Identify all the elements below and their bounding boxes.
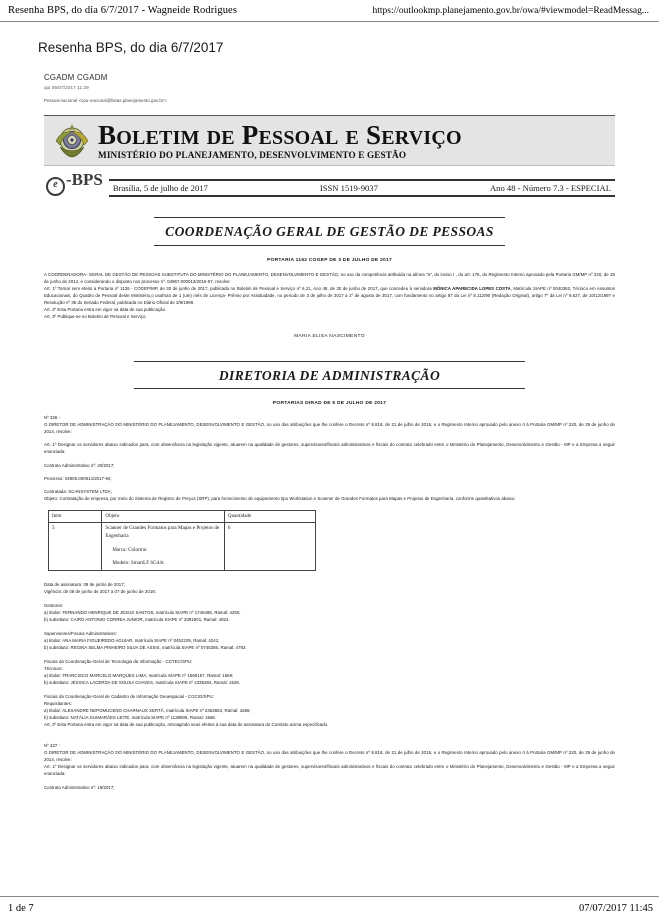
portaria-327-preambulo: O DIRETOR DE ADMINISTRAÇÃO DO MINISTÉRIO DO PLANEJAMENTO, DESENVOLVIMENTO E GESTÃO, no uso das atribuições que lhe confere o Decreto nº 8.818, de 21 de julho de 2016, e o Regimento Interno aprovado pelo anexo II à Portaria GM/MP nº 220, de 25 de junho de 2014, resolve: bbox=[44, 750, 615, 763]
cggp-art2: Art. 2º Esta Portaria entra em vigor na data de sua publicação. bbox=[44, 306, 167, 312]
gestores-substituto: b) substituto: CAIRO ANTONIO CORREA JUNIOR, matrícula SIAPE nº 2091901, Ramal: 4824. bbox=[44, 616, 230, 622]
mail-sender-name: CGADM CGADM bbox=[44, 73, 108, 82]
supervisores-heading: Supervisores/Fiscais Administrativos: bbox=[44, 630, 117, 636]
mail-sender-block bbox=[38, 73, 659, 103]
cell-objeto-desc: Scanner de Grandes Formatos para Mapas e Projetos de Engenharia bbox=[105, 525, 220, 539]
fiscais-cgtec-substituto: b) substituto: JÉSSICA LACERDA DE SOUSA CHAVES, matrícula SIAPE nº 2335284, Ramal: 1529. bbox=[44, 680, 241, 686]
cggp-paragraph-1: A COORDENADORA- GERAL DE GESTÃO DE PESSOAS SUBSTITUTA DO MINISTÉRIO DO PLANEJAMENTO, DESENVOLVIMENTO E GESTÃO, no uso da competência atribuída na alínea "a", do inciso I , do art. 176, do Regimento Interno aprovado pela Portaria GM/MP nº 220, de 25 de junho de 2014, e considerando o disposto nos processo nº. 04967.000013/2016-97, resolve: bbox=[44, 271, 615, 284]
supervisores-substituto: b) substituto: REGINA SELMA PINHEIRO SILVA DE ASSIS, matrícula SIAPE nº 0745365, Ramal: 4792. bbox=[44, 645, 247, 651]
cggp-art3: Art. 3º Publique-se no Boletim de Pessoal e Serviço. bbox=[44, 313, 147, 319]
portaria-326-art2: Art. 2º Esta Portaria entra em vigor na data de sua publicação, retroagindo seus efeitos à sua data de assinatura do Contrato acima especificado. bbox=[44, 722, 329, 728]
portaria-327-block bbox=[44, 742, 615, 790]
masthead-title-e: E bbox=[345, 126, 360, 149]
mail-header bbox=[0, 22, 659, 103]
document-content bbox=[44, 197, 615, 791]
cggp-art1-post: , Matrícula SIAPE nº 0040362, Técnico em Assuntos Educacionais, do Quadro de Pessoal deste Ministério,o usufruto de 1 (um) mês de Licença- Prêmio por Assiduidade, no período de 3 de julho de 2017 a 1º de agosto de 2017, com fundamento no artigo 87 da Lei nº 8.112/90 (Redação Original), artigo 7º da Lei nº 9.527, de 10/12/1997 e Resolução nº 35 do Senado Federal, publicada no Diário Oficial de 3/9/1999. bbox=[44, 285, 615, 305]
cell-objeto bbox=[102, 523, 225, 571]
brasao-icon bbox=[52, 121, 92, 161]
fiscais-cgtec-heading: Fiscais da Coordenação-Geral de Tecnologia da Informação - CGTEC/SPU: bbox=[44, 659, 193, 665]
table-row bbox=[49, 523, 316, 571]
masthead-title-oletim: OLETIM bbox=[116, 126, 200, 149]
issue-number: Ano 48 - Número 7.3 - ESPECIAL bbox=[489, 183, 611, 193]
portaria-327-numero: Nº 327 - bbox=[44, 743, 61, 749]
portaria-326-details bbox=[44, 581, 615, 729]
gestores-heading: Gestores: bbox=[44, 602, 64, 608]
fiscais-cgtec-sub: Técnicos: bbox=[44, 666, 63, 672]
portaria-326-data-assinatura: Data de assinatura: 08 de junho de 2017; bbox=[44, 581, 125, 587]
cggp-art1-pre: Art. 1º Tornar sem efeito a Portaria nº 1126 - COGEP/MP, de 30 de junho de 2017, publicada no Boletim de Pessoal e Serviço nº 6.21, Ano 48, de 30 de junho de 2017, que concedeu à servidora bbox=[44, 285, 434, 291]
masthead-title-p: P bbox=[241, 119, 259, 150]
cggp-signature: MARIA ELISA NASCIMENTO bbox=[294, 333, 365, 339]
fiscais-cgcig-substituto: b) substituto: NATÁLIA GUIMARÃES LEITE, matrícula SIAPE nº 1138806, Ramal: 1566. bbox=[44, 715, 217, 721]
masthead-subtitle: MINISTÉRIO DO PLANEJAMENTO, DESENVOLVIMENTO E GESTÃO bbox=[98, 150, 407, 161]
page-number: 1 de 7 bbox=[8, 903, 34, 914]
portaria-326-preambulo: O DIRETOR DE ADMINISTRAÇÃO DO MINISTÉRIO DO PLANEJAMENTO, DESENVOLVIMENTO E GESTÃO, no uso das atribuições que lhe confere o Decreto nº 8.818, de 21 de julho de 2016, e o Regimento Interno aprovado pelo anexo II à Portaria GM/MP nº 220, de 25 de junho de 2014, resolve: bbox=[44, 422, 615, 435]
gestores-titular: a) titular: FERNANDO HENRIQUE DE JESUS SANTOS, matrícula SIAPE nº 1745486, Ramal: 4250; bbox=[44, 609, 241, 615]
gestores-block bbox=[44, 602, 615, 623]
print-header bbox=[0, 0, 659, 22]
masthead-title-de: DE bbox=[206, 126, 235, 149]
masthead-text bbox=[98, 119, 607, 161]
issue-issn: ISSN 1519-9037 bbox=[319, 183, 378, 193]
itens-table bbox=[48, 510, 316, 571]
mail-recipients: Pessoa-nacional <cpu-nacional@listas.planejamento.gov.br>; bbox=[44, 98, 168, 103]
masthead-title-b: B bbox=[98, 119, 117, 150]
ebps-logo-text: -BPS bbox=[66, 170, 103, 189]
masthead-title-essoal: ESSOAL bbox=[258, 126, 339, 149]
portaria-326-contratada: Contratada: SCANSYSTEM LTDA; bbox=[44, 488, 112, 494]
portaria-326-numero: Nº 326 - bbox=[44, 415, 61, 421]
itens-table-header-row bbox=[49, 510, 316, 523]
portaria-326-block bbox=[44, 414, 615, 501]
supervisores-titular: a) titular: ANA MARIA FIGUEIREDO AGUIAR, matrícula SIAPE nº 0452229, Ramal: 4241; bbox=[44, 638, 220, 644]
portaria-327-art1: Art. 1º Designar os servidores abaixo indicados para, com observância na legislação vigente, atuarem na qualidade de gestores, supervisores/fiscais administrativos e fiscais do contrato celebrado entre o Ministério do Planejamento, Desenvolvimento e Gestão - MP e a Empresa a seguir enunciada: bbox=[44, 764, 615, 777]
issue-bar bbox=[44, 166, 615, 197]
portaria-326-contrato: Contrato Administrativo nº: 20/2017; bbox=[44, 462, 115, 468]
portarias-dirad-heading: PORTARIAS DIRAD DE 5 DE JULHO DE 2017 bbox=[272, 401, 387, 407]
mail-subject: Resenha BPS, do dia 6/7/2017 bbox=[38, 40, 224, 55]
itens-header-objeto: Objeto bbox=[102, 510, 225, 523]
portaria-1162-heading: PORTARIA 1162 COGEP DE 3 DE JULHO DE 2017 bbox=[267, 257, 392, 263]
ebps-logo bbox=[44, 170, 109, 197]
cell-item: 3 bbox=[49, 523, 102, 571]
bulletin-masthead bbox=[44, 115, 615, 197]
print-header-url: https://outlookmp.planejamento.gov.br/owa/#viewmodel=ReadMessag... bbox=[372, 5, 649, 16]
portaria-326-objeto: Objeto: Contratação de empresa, por meio do Sistema de Registro de Preços (SRP), para fornecimento de equipamento tipo Workstation e Scanner de Grandes Formatos para Mapas e Projetos de Engenharia, conforme quantitativos abaixo: bbox=[44, 495, 516, 501]
cggp-art1 bbox=[44, 285, 615, 306]
ebps-logo-letter: e bbox=[46, 177, 65, 196]
fiscais-cgcig-block bbox=[44, 693, 615, 728]
portaria-326-art1: Art. 1º Designar os servidores abaixo indicados para, com observância na legislação vigente, atuarem na qualidade de gestores, supervisores/fiscais administrativos e fiscais do contrato celebrado entre o Ministério do Planejamento, Desenvolvimento e Gestão - MP e a Empresa a seguir enunciada: bbox=[44, 442, 615, 455]
portaria-327-contrato: Contrato Administrativo nº: 19/2017; bbox=[44, 784, 115, 790]
print-header-title: Resenha BPS, do dia 6/7/2017 - Wagneide Rodrigues bbox=[8, 5, 238, 16]
issue-place-date: Brasília, 5 de julho de 2017 bbox=[112, 183, 208, 193]
print-timestamp: 07/07/2017 11:45 bbox=[579, 903, 653, 914]
fiscais-cgtec-block bbox=[44, 658, 615, 686]
issue-line bbox=[109, 179, 615, 197]
masthead-title-s: S bbox=[366, 119, 382, 150]
cell-quantidade: 6 bbox=[224, 523, 315, 571]
section-title-cggp: COORDENAÇÃO GERAL DE GESTÃO DE PESSOAS bbox=[154, 217, 505, 246]
itens-header-quantidade: Quantidade bbox=[224, 510, 315, 523]
cggp-art1-name: MÔNICA APARECIDA LOPES COSTA bbox=[433, 285, 511, 291]
fiscais-cgcig-titular: a) titular: ALEXANDRE NEPOMUCENO CHARNAUX SERTÃ, matrícula SIAPE nº 2353653, Ramal: 1566; bbox=[44, 708, 251, 714]
mail-sent-date: qui 06/07/2017 11:29 bbox=[44, 85, 89, 90]
document-page bbox=[0, 22, 659, 896]
supervisores-block bbox=[44, 630, 615, 651]
masthead-title-ervico: ERVIÇO bbox=[381, 126, 462, 149]
fiscais-cgtec-titular: a) titular: FRANCISCO MARCELO MARQUES LIMA, matrícula SIAPE nº 1560157, Ramal: 1569; bbox=[44, 673, 234, 679]
cell-objeto-modelo: Modelo: SmartLF SG44c bbox=[112, 560, 165, 567]
print-footer bbox=[0, 896, 659, 920]
cggp-body bbox=[44, 271, 615, 320]
itens-header-item: Item bbox=[49, 510, 102, 523]
section-title-dirad: DIRETORIA DE ADMINISTRAÇÃO bbox=[134, 361, 525, 390]
masthead-bar bbox=[44, 116, 615, 166]
cell-objeto-marca: Marca: Colortrac bbox=[112, 546, 148, 553]
masthead-title bbox=[98, 119, 607, 150]
fiscais-cgcig-heading: Fiscais da Coordenação-Geral de Cadastro de Informação Geoespacial - CGCIG/SPU: bbox=[44, 694, 214, 700]
portaria-326-vigencia: Vigência: de 08 de junho de 2017 a 07 de junho de 2018; bbox=[44, 588, 156, 594]
portaria-326-processo: Processo: 04905.000914/2017-94; bbox=[44, 475, 112, 481]
fiscais-cgcig-sub: Requisitantes: bbox=[44, 701, 72, 707]
